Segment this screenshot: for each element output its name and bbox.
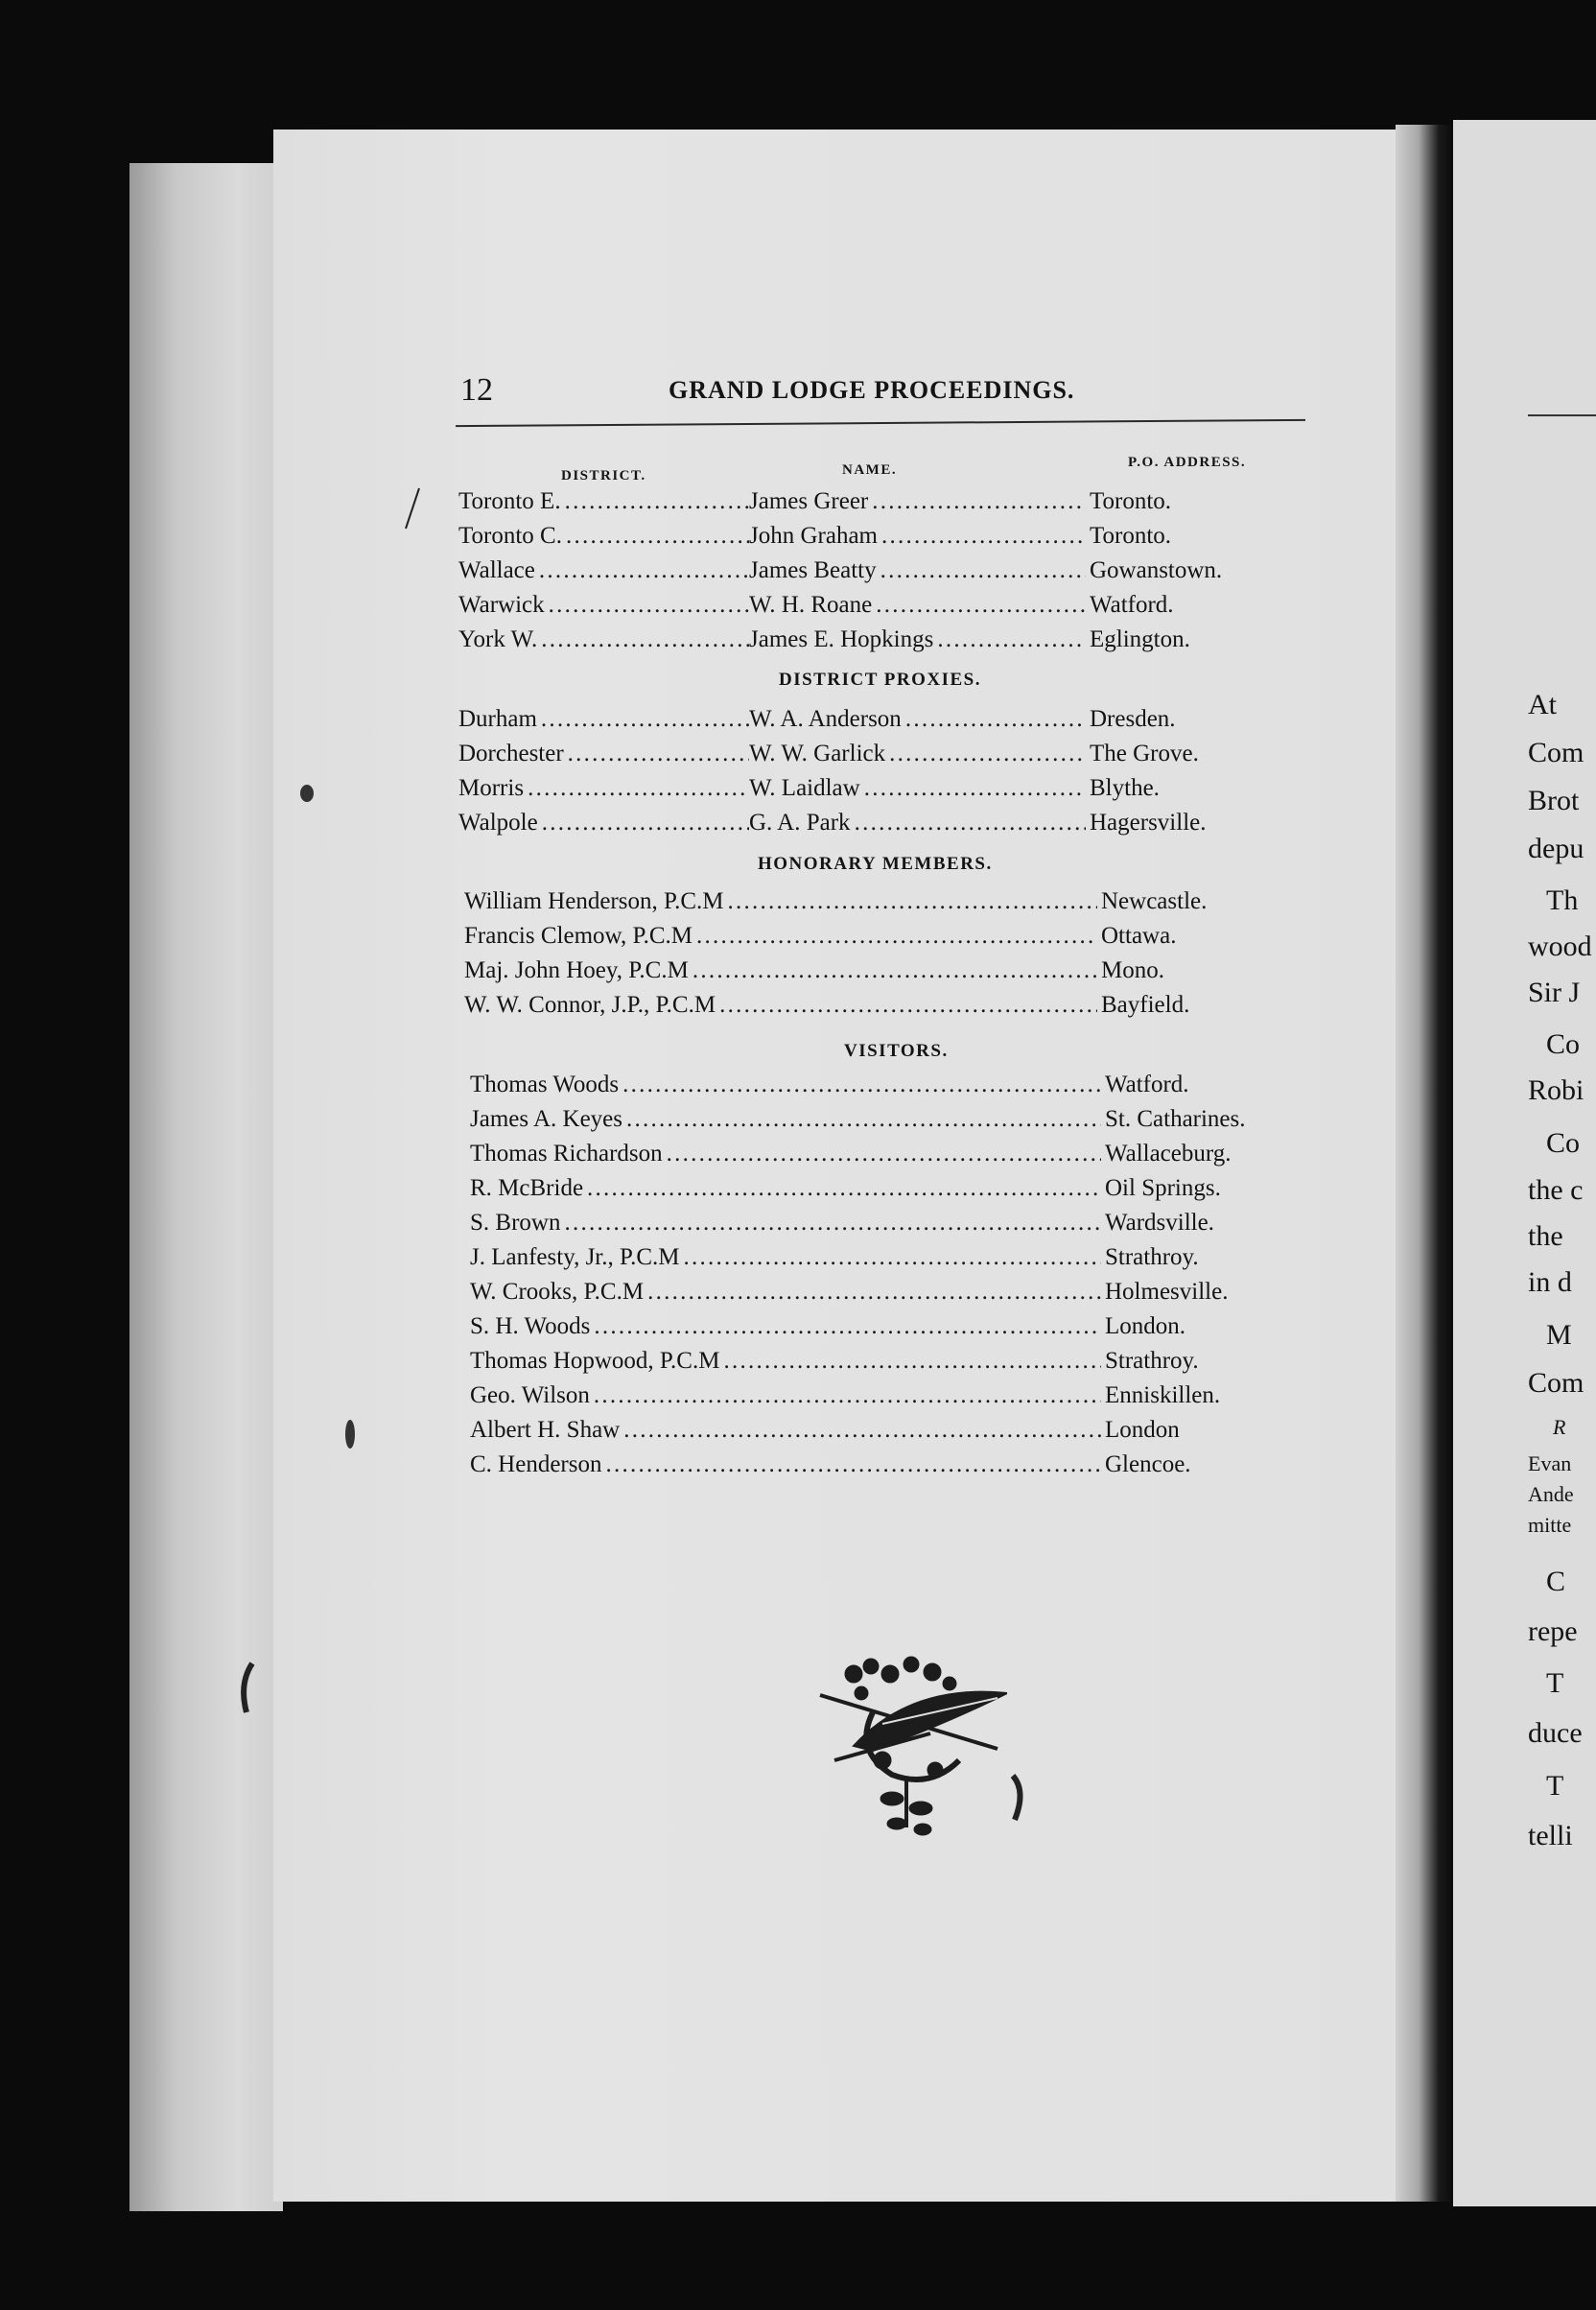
district-cell: Toronto C.: [458, 523, 562, 549]
visitor-row: [470, 1174, 1297, 1203]
address-cell: Holmesville.: [1105, 1279, 1229, 1305]
district-cell: Morris: [458, 775, 525, 801]
address-cell: Enniskillen.: [1105, 1382, 1221, 1408]
facing-text-fragment: Co: [1546, 1127, 1581, 1159]
dot-leader: [667, 1140, 1101, 1168]
visitor-row: [470, 1140, 1297, 1168]
name-cell: S. Brown: [470, 1210, 561, 1236]
ink-spot: [297, 782, 317, 806]
name-cell: Thomas Richardson: [470, 1141, 663, 1167]
facing-text-fragment: depu: [1528, 833, 1584, 864]
district-cell: Durham: [458, 706, 537, 732]
dot-leader: [605, 1450, 1101, 1479]
column-header-name: NAME.: [842, 462, 898, 478]
dot-leader: [622, 1071, 1101, 1099]
address-cell: Strathroy.: [1105, 1348, 1199, 1374]
facing-text-fragment: Robi: [1528, 1074, 1584, 1106]
dot-leader: [541, 625, 749, 654]
name-cell: W. H. Roane: [749, 592, 873, 618]
visitor-row: [470, 1416, 1297, 1445]
visitor-row: [470, 1243, 1297, 1272]
address-cell: Hagersville.: [1090, 810, 1207, 836]
facing-text-fragment: R: [1553, 1415, 1566, 1439]
dot-leader: [541, 705, 749, 734]
address-cell: Toronto.: [1090, 488, 1172, 514]
district-row: [458, 625, 1293, 654]
visitor-row: [470, 1071, 1297, 1099]
dot-leader: [728, 887, 1097, 916]
proxy-row: [458, 705, 1293, 734]
facing-text-fragment: duce: [1528, 1717, 1583, 1749]
dot-leader: [626, 1105, 1101, 1134]
name-cell: Maj. John Hoey, P.C.M: [464, 957, 689, 983]
dot-leader: [565, 487, 749, 516]
dot-leader: [594, 1381, 1101, 1410]
facing-text-fragment: T: [1546, 1770, 1564, 1802]
facing-text-fragment: Com: [1528, 737, 1584, 768]
proxy-row: [458, 809, 1293, 837]
proxy-row: [458, 774, 1293, 803]
district-row: [458, 591, 1293, 620]
facing-text-fragment: repe: [1528, 1615, 1578, 1647]
section-title-honorary-members: HONORARY MEMBERS.: [758, 854, 993, 874]
name-cell: Albert H. Shaw: [470, 1417, 621, 1443]
district-row: [458, 487, 1293, 516]
district-row: [458, 522, 1293, 551]
dot-leader: [905, 705, 1086, 734]
address-cell: London: [1105, 1417, 1180, 1443]
dot-leader: [623, 1416, 1101, 1445]
facing-header-rule: [1528, 414, 1596, 416]
name-cell: R. McBride: [470, 1175, 584, 1201]
visitor-row: [470, 1278, 1297, 1307]
dot-leader: [587, 1174, 1101, 1203]
facing-text-fragment: wood: [1528, 931, 1592, 962]
facing-text-fragment: C: [1546, 1566, 1566, 1597]
honorary-row: [464, 887, 1293, 916]
facing-text-fragment: T: [1546, 1667, 1564, 1699]
dot-leader: [692, 956, 1097, 985]
honorary-row: [464, 922, 1293, 951]
dot-leader: [937, 625, 1086, 654]
name-cell: G. A. Park: [749, 810, 851, 836]
honorary-row: [464, 956, 1293, 985]
district-cell: Toronto E.: [458, 488, 561, 514]
facing-text-fragment: Sir J: [1528, 977, 1581, 1008]
page-header: [460, 372, 1304, 411]
dot-leader: [566, 522, 749, 551]
address-cell: Eglington.: [1090, 626, 1190, 652]
ink-spot: [1005, 1770, 1034, 1827]
address-cell: Mono.: [1101, 957, 1164, 983]
address-cell: Toronto.: [1090, 523, 1172, 549]
dot-leader: [684, 1243, 1101, 1272]
address-cell: Strathroy.: [1105, 1244, 1199, 1270]
address-cell: Watford.: [1090, 592, 1174, 618]
name-cell: James A. Keyes: [470, 1106, 622, 1132]
name-cell: Francis Clemow, P.C.M: [464, 923, 692, 949]
dot-leader: [528, 774, 749, 803]
pencil-mark: [398, 484, 427, 532]
address-cell: Glencoe.: [1105, 1451, 1191, 1477]
facing-text-fragment: Ande: [1528, 1482, 1574, 1506]
name-cell: S. H. Woods: [470, 1313, 591, 1339]
dot-leader: [542, 809, 749, 837]
visitor-row: [470, 1381, 1297, 1410]
address-cell: Watford.: [1105, 1072, 1189, 1097]
address-cell: Blythe.: [1090, 775, 1160, 801]
ink-spot: [340, 1415, 360, 1453]
dot-leader: [647, 1278, 1101, 1307]
dot-leader: [719, 991, 1097, 1020]
dot-leader: [564, 1209, 1101, 1238]
honorary-row: [464, 991, 1293, 1020]
running-head: GRAND LODGE PROCEEDINGS.: [669, 376, 1075, 404]
address-cell: London.: [1105, 1313, 1186, 1339]
facing-text-fragment: the c: [1528, 1174, 1584, 1206]
address-cell: Ottawa.: [1101, 923, 1177, 949]
column-header-address: P.O. ADDRESS.: [1128, 455, 1247, 470]
dot-leader: [881, 522, 1086, 551]
page-number: 12: [460, 372, 493, 408]
dot-leader: [872, 487, 1086, 516]
name-cell: W. Crooks, P.C.M: [470, 1279, 645, 1305]
district-cell: Dorchester: [458, 741, 564, 766]
visitor-row: [470, 1347, 1297, 1376]
facing-text-fragment: telli: [1528, 1820, 1573, 1851]
facing-text-fragment: Evan: [1528, 1451, 1572, 1475]
address-cell: Wardsville.: [1105, 1210, 1214, 1236]
dot-leader: [876, 591, 1086, 620]
proxy-row: [458, 740, 1293, 768]
section-title-district-proxies: DISTRICT PROXIES.: [779, 670, 981, 690]
dot-leader: [855, 809, 1086, 837]
address-cell: Wallaceburg.: [1105, 1141, 1232, 1167]
facing-text-fragment: Th: [1546, 884, 1579, 916]
dot-leader: [889, 740, 1086, 768]
address-cell: The Grove.: [1090, 741, 1199, 766]
book-gutter: [1396, 125, 1453, 2202]
visitor-row: [470, 1450, 1297, 1479]
ink-spot: [235, 1660, 264, 1717]
facing-text-fragment: mitte: [1528, 1513, 1572, 1537]
visitor-row: [470, 1209, 1297, 1238]
district-cell: Walpole: [458, 810, 538, 836]
address-cell: Dresden.: [1090, 706, 1176, 732]
ornament-quill-wreath: [815, 1655, 1007, 1837]
facing-text-fragment: M: [1546, 1319, 1572, 1351]
book-edge: [129, 163, 283, 2211]
facing-text-fragment: At: [1528, 689, 1557, 720]
facing-text-fragment: in d: [1528, 1266, 1572, 1298]
dot-leader: [539, 556, 749, 585]
address-cell: Oil Springs.: [1105, 1175, 1221, 1201]
name-cell: Geo. Wilson: [470, 1382, 590, 1408]
dot-leader: [880, 556, 1086, 585]
district-cell: Wallace: [458, 557, 535, 583]
section-title-visitors: VISITORS.: [844, 1041, 949, 1061]
dot-leader: [696, 922, 1097, 951]
name-cell: James Greer: [749, 488, 869, 514]
name-cell: Thomas Hopwood, P.C.M: [470, 1348, 720, 1374]
visitor-row: [470, 1312, 1297, 1341]
name-cell: W. A. Anderson: [749, 706, 902, 732]
facing-text-fragment: the: [1528, 1220, 1563, 1252]
visitor-row: [470, 1105, 1297, 1134]
name-cell: J. Lanfesty, Jr., P.C.M: [470, 1244, 680, 1270]
address-cell: St. Catharines.: [1105, 1106, 1246, 1132]
dot-leader: [723, 1347, 1101, 1376]
page-right-facing: [1453, 120, 1596, 2206]
name-cell: W. W. Garlick: [749, 741, 886, 766]
address-cell: Gowanstown.: [1090, 557, 1223, 583]
address-cell: Bayfield.: [1101, 992, 1190, 1018]
address-cell: Newcastle.: [1101, 888, 1208, 914]
column-header-district: DISTRICT.: [561, 468, 646, 483]
dot-leader: [864, 774, 1086, 803]
dot-leader: [568, 740, 749, 768]
name-cell: W. W. Connor, J.P., P.C.M: [464, 992, 716, 1018]
facing-text-fragment: Brot: [1528, 785, 1580, 816]
name-cell: C. Henderson: [470, 1451, 602, 1477]
district-cell: Warwick: [458, 592, 545, 618]
facing-text-fragment: Com: [1528, 1367, 1584, 1399]
dot-leader: [594, 1312, 1101, 1341]
name-cell: W. Laidlaw: [749, 775, 860, 801]
district-cell: York W.: [458, 626, 538, 652]
district-row: [458, 556, 1293, 585]
name-cell: Thomas Woods: [470, 1072, 620, 1097]
name-cell: John Graham: [749, 523, 878, 549]
facing-text-fragment: Co: [1546, 1028, 1581, 1060]
dot-leader: [549, 591, 749, 620]
name-cell: James E. Hopkings: [749, 626, 934, 652]
name-cell: James Beatty: [749, 557, 877, 583]
name-cell: William Henderson, P.C.M: [464, 888, 724, 914]
